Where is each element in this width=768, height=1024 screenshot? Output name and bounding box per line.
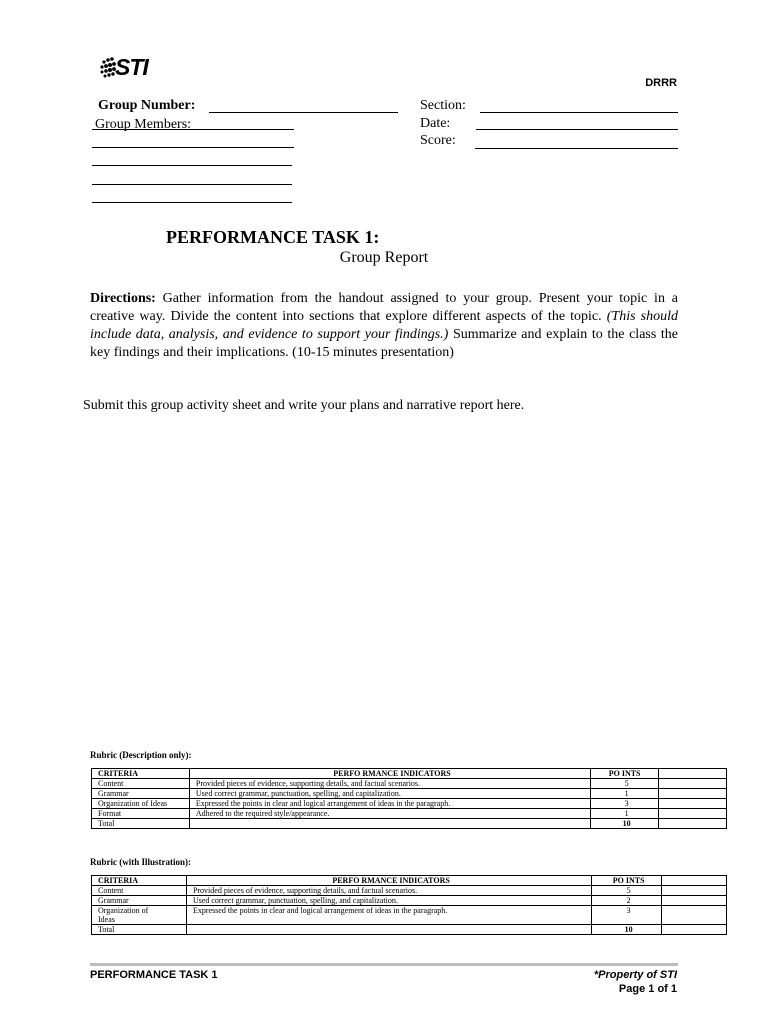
rubric-2-caption: Rubric (with Illustration):	[90, 857, 191, 867]
rubric-score-cell	[662, 906, 727, 925]
section-label: Section:	[420, 98, 466, 113]
submit-note: Submit this group activity sheet and write your plans and narrative report here.	[83, 398, 525, 413]
rubric-2-table	[91, 875, 727, 935]
rubric-points: 5	[591, 779, 659, 789]
date-line	[476, 129, 678, 130]
rubric-header-points: PO INTS	[591, 769, 659, 779]
group-member-line-1	[92, 129, 294, 130]
footer-divider	[90, 963, 678, 966]
rubric-total-row	[92, 925, 727, 935]
rubric-total-label: Total	[92, 925, 187, 935]
directions-paragraph	[90, 290, 678, 362]
rubric-points: 3	[592, 906, 662, 925]
rubric-total-blank	[186, 925, 591, 935]
group-number-label: Group Number:	[98, 98, 196, 113]
table-row	[92, 886, 727, 896]
rubric-score-cell	[659, 789, 727, 799]
rubric-header-indicators: PERFO RMANCE INDICATORS	[186, 876, 591, 886]
rubric-1-table	[91, 768, 727, 829]
rubric-criteria: Grammar	[92, 896, 187, 906]
rubric-1-caption: Rubric (Description only):	[90, 750, 192, 760]
rubric-indicator: Used correct grammar, punctuation, spelling, and capitalization.	[186, 896, 591, 906]
rubric-points: 1	[591, 789, 659, 799]
rubric-score-cell	[659, 779, 727, 789]
footer-page-number: Page 1 of 1	[618, 983, 677, 995]
rubric-criteria: Organization of Ideas	[92, 799, 190, 809]
table-row	[92, 896, 727, 906]
rubric-criteria: Grammar	[92, 789, 190, 799]
rubric-2-header-row	[92, 876, 727, 886]
table-row	[92, 799, 727, 809]
rubric-criteria: Content	[92, 886, 187, 896]
rubric-indicator: Provided pieces of evidence, supporting details, and factual scenarios.	[189, 779, 590, 789]
document-code: DRRR	[645, 77, 677, 89]
score-line	[475, 148, 678, 149]
score-label: Score:	[420, 133, 456, 148]
group-member-line-5	[92, 202, 292, 203]
group-member-line-4	[92, 184, 292, 185]
rubric-indicator: Expressed the points in clear and logical arrangement of ideas in the paragraph.	[186, 906, 591, 925]
sti-logo	[98, 54, 154, 82]
rubric-header-blank	[662, 876, 727, 886]
rubric-total-label: Total	[92, 819, 190, 829]
rubric-indicator: Adhered to the required style/appearance.	[189, 809, 590, 819]
directions-text-2: Summarize and explain to the class the key findings and their implications. (10-15 minutes presentation)	[90, 327, 679, 360]
rubric-points: 1	[591, 809, 659, 819]
rubric-header-blank	[659, 769, 727, 779]
rubric-score-cell	[659, 809, 727, 819]
directions-text-1: Gather information from the handout assigned to your group. Present your topic in a creative way. Divide the content into sections that explore different aspects of the topic.	[90, 291, 678, 324]
date-label: Date:	[420, 116, 451, 131]
rubric-criteria: Organization of Ideas	[92, 906, 187, 925]
rubric-points: 5	[592, 886, 662, 896]
directions-label: Directions:	[90, 291, 156, 306]
rubric-score-cell	[662, 896, 727, 906]
table-row	[92, 779, 727, 789]
directions-italic: (This should include data, analysis, and evidence to support your findings.)	[90, 309, 679, 342]
rubric-header-criteria: CRITERIA	[92, 769, 190, 779]
rubric-header-indicators: PERFO RMANCE INDICATORS	[189, 769, 590, 779]
rubric-criteria: Content	[92, 779, 190, 789]
rubric-1-header-row	[92, 769, 727, 779]
group-member-line-2	[92, 147, 294, 148]
task-subtitle: Group Report	[339, 249, 429, 266]
rubric-points: 3	[591, 799, 659, 809]
rubric-score-cell	[659, 799, 727, 809]
rubric-score-cell	[659, 819, 727, 829]
rubric-total-row	[92, 819, 727, 829]
group-number-line	[209, 112, 398, 113]
group-members-label: Group Members:	[95, 117, 192, 132]
rubric-indicator: Used correct grammar, punctuation, spelling, and capitalization.	[189, 789, 590, 799]
rubric-points: 2	[592, 896, 662, 906]
rubric-total-points: 10	[591, 819, 659, 829]
rubric-total-blank	[189, 819, 590, 829]
rubric-header-criteria: CRITERIA	[92, 876, 187, 886]
logo-text: STI	[115, 54, 148, 80]
rubric-header-points: PO INTS	[592, 876, 662, 886]
group-member-line-3	[92, 165, 292, 166]
section-line	[480, 112, 678, 113]
rubric-score-cell	[662, 925, 727, 935]
rubric-score-cell	[662, 886, 727, 896]
rubric-indicator: Provided pieces of evidence, supporting details, and factual scenarios.	[186, 886, 591, 896]
table-row	[92, 809, 727, 819]
table-row	[92, 789, 727, 799]
footer-property: *Property of STI	[593, 969, 677, 981]
task-title: PERFORMANCE TASK 1:	[166, 227, 380, 247]
rubric-indicator: Expressed the points in clear and logical arrangement of ideas in the paragraph.	[189, 799, 590, 809]
rubric-total-points: 10	[592, 925, 662, 935]
rubric-criteria: Format	[92, 809, 190, 819]
footer-task-label: PERFORMANCE TASK 1	[90, 969, 218, 981]
table-row	[92, 906, 727, 925]
